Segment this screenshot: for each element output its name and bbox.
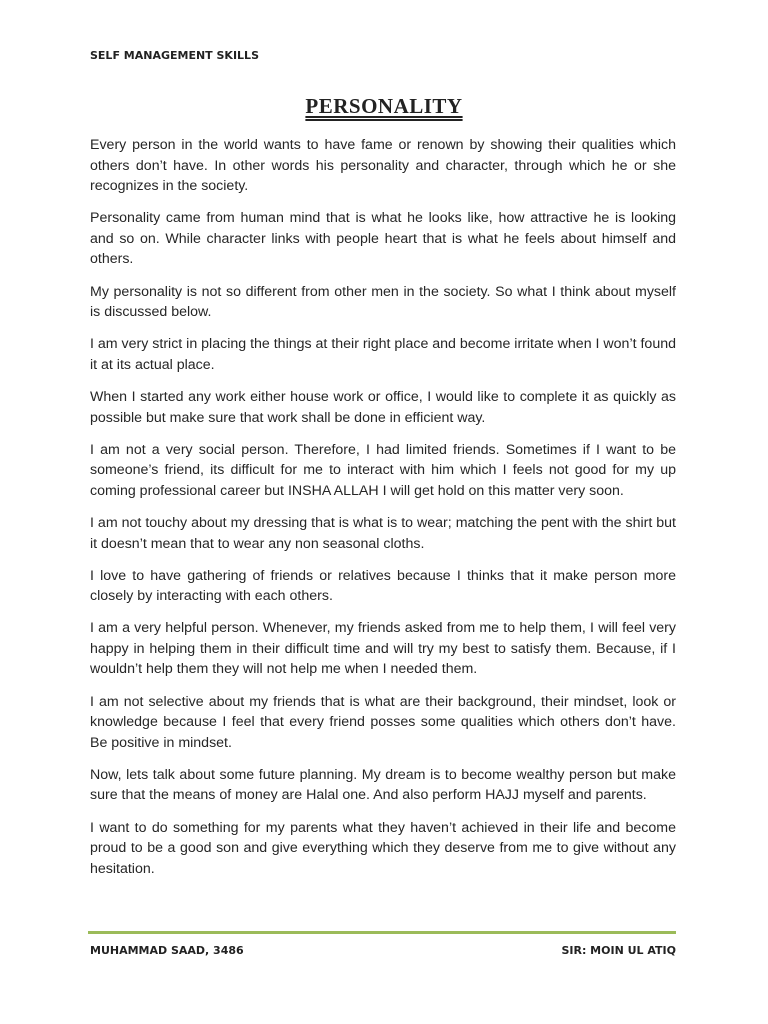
- footer-author: MUHAMMAD SAAD, 3486: [90, 944, 244, 957]
- paragraph: I am not touchy about my dressing that is what is to wear; matching the pent with the shirt but it doesn’t mean that to wear any non seasonal cloths.: [90, 514, 676, 552]
- paragraph: Personality came from human mind that is what he looks like, how attractive he is looking and so on. While character links with people heart that is what he feels about himself and others.: [90, 210, 676, 268]
- paragraph: My personality is not so different from other men in the society. So what I think about myself is discussed below.: [90, 283, 676, 321]
- paragraph: I love to have gathering of friends or relatives because I thinks that it make person more closely by interacting with each others.: [90, 567, 676, 605]
- paragraph: I want to do something for my parents what they haven’t achieved in their life and become proud to be a good son and give everything which they deserve from me to give without any hesitation.: [90, 819, 676, 877]
- document-title: PERSONALITY: [305, 94, 463, 118]
- paragraph: I am a very helpful person. Whenever, my friends asked from me to help them, I will feel very happy in helping them in their difficult time and will try my best to satisfy them. Because, if I wouldn’t help them they will not help me when I needed them.: [90, 620, 676, 678]
- paragraph: When I started any work either house work or office, I would like to complete it as quickly as possible but make sure that work shall be done in efficient way.: [90, 388, 676, 426]
- footer-instructor: SIR: MOIN UL ATIQ: [561, 944, 676, 957]
- paragraph: I am very strict in placing the things at their right place and become irritate when I won’t found it at its actual place.: [90, 336, 676, 373]
- paragraph: I am not selective about my friends that is what are their background, their mindset, look or knowledge because I feel that every friend posses some qualities which others don’t have. Be positive in mindset.: [90, 693, 676, 751]
- footer-divider: [88, 931, 676, 934]
- document-body: [90, 135, 676, 891]
- paragraph: I am not a very social person. Therefore, I had limited friends. Sometimes if I want to be someone’s friend, its difficult for me to interact with him which I feels not good for my up coming professional career but INSHA ALLAH I will get hold on this matter very soon.: [90, 441, 676, 499]
- paragraph: Every person in the world wants to have fame or renown by showing their qualities which others don’t have. In other words his personality and character, through which he or she recognizes in the society.: [90, 137, 676, 195]
- paragraph: Now, lets talk about some future planning. My dream is to become wealthy person but make sure that the means of money are Halal one. And also perform HAJJ myself and parents.: [90, 766, 676, 804]
- page-header: SELF MANAGEMENT SKILLS: [90, 49, 259, 62]
